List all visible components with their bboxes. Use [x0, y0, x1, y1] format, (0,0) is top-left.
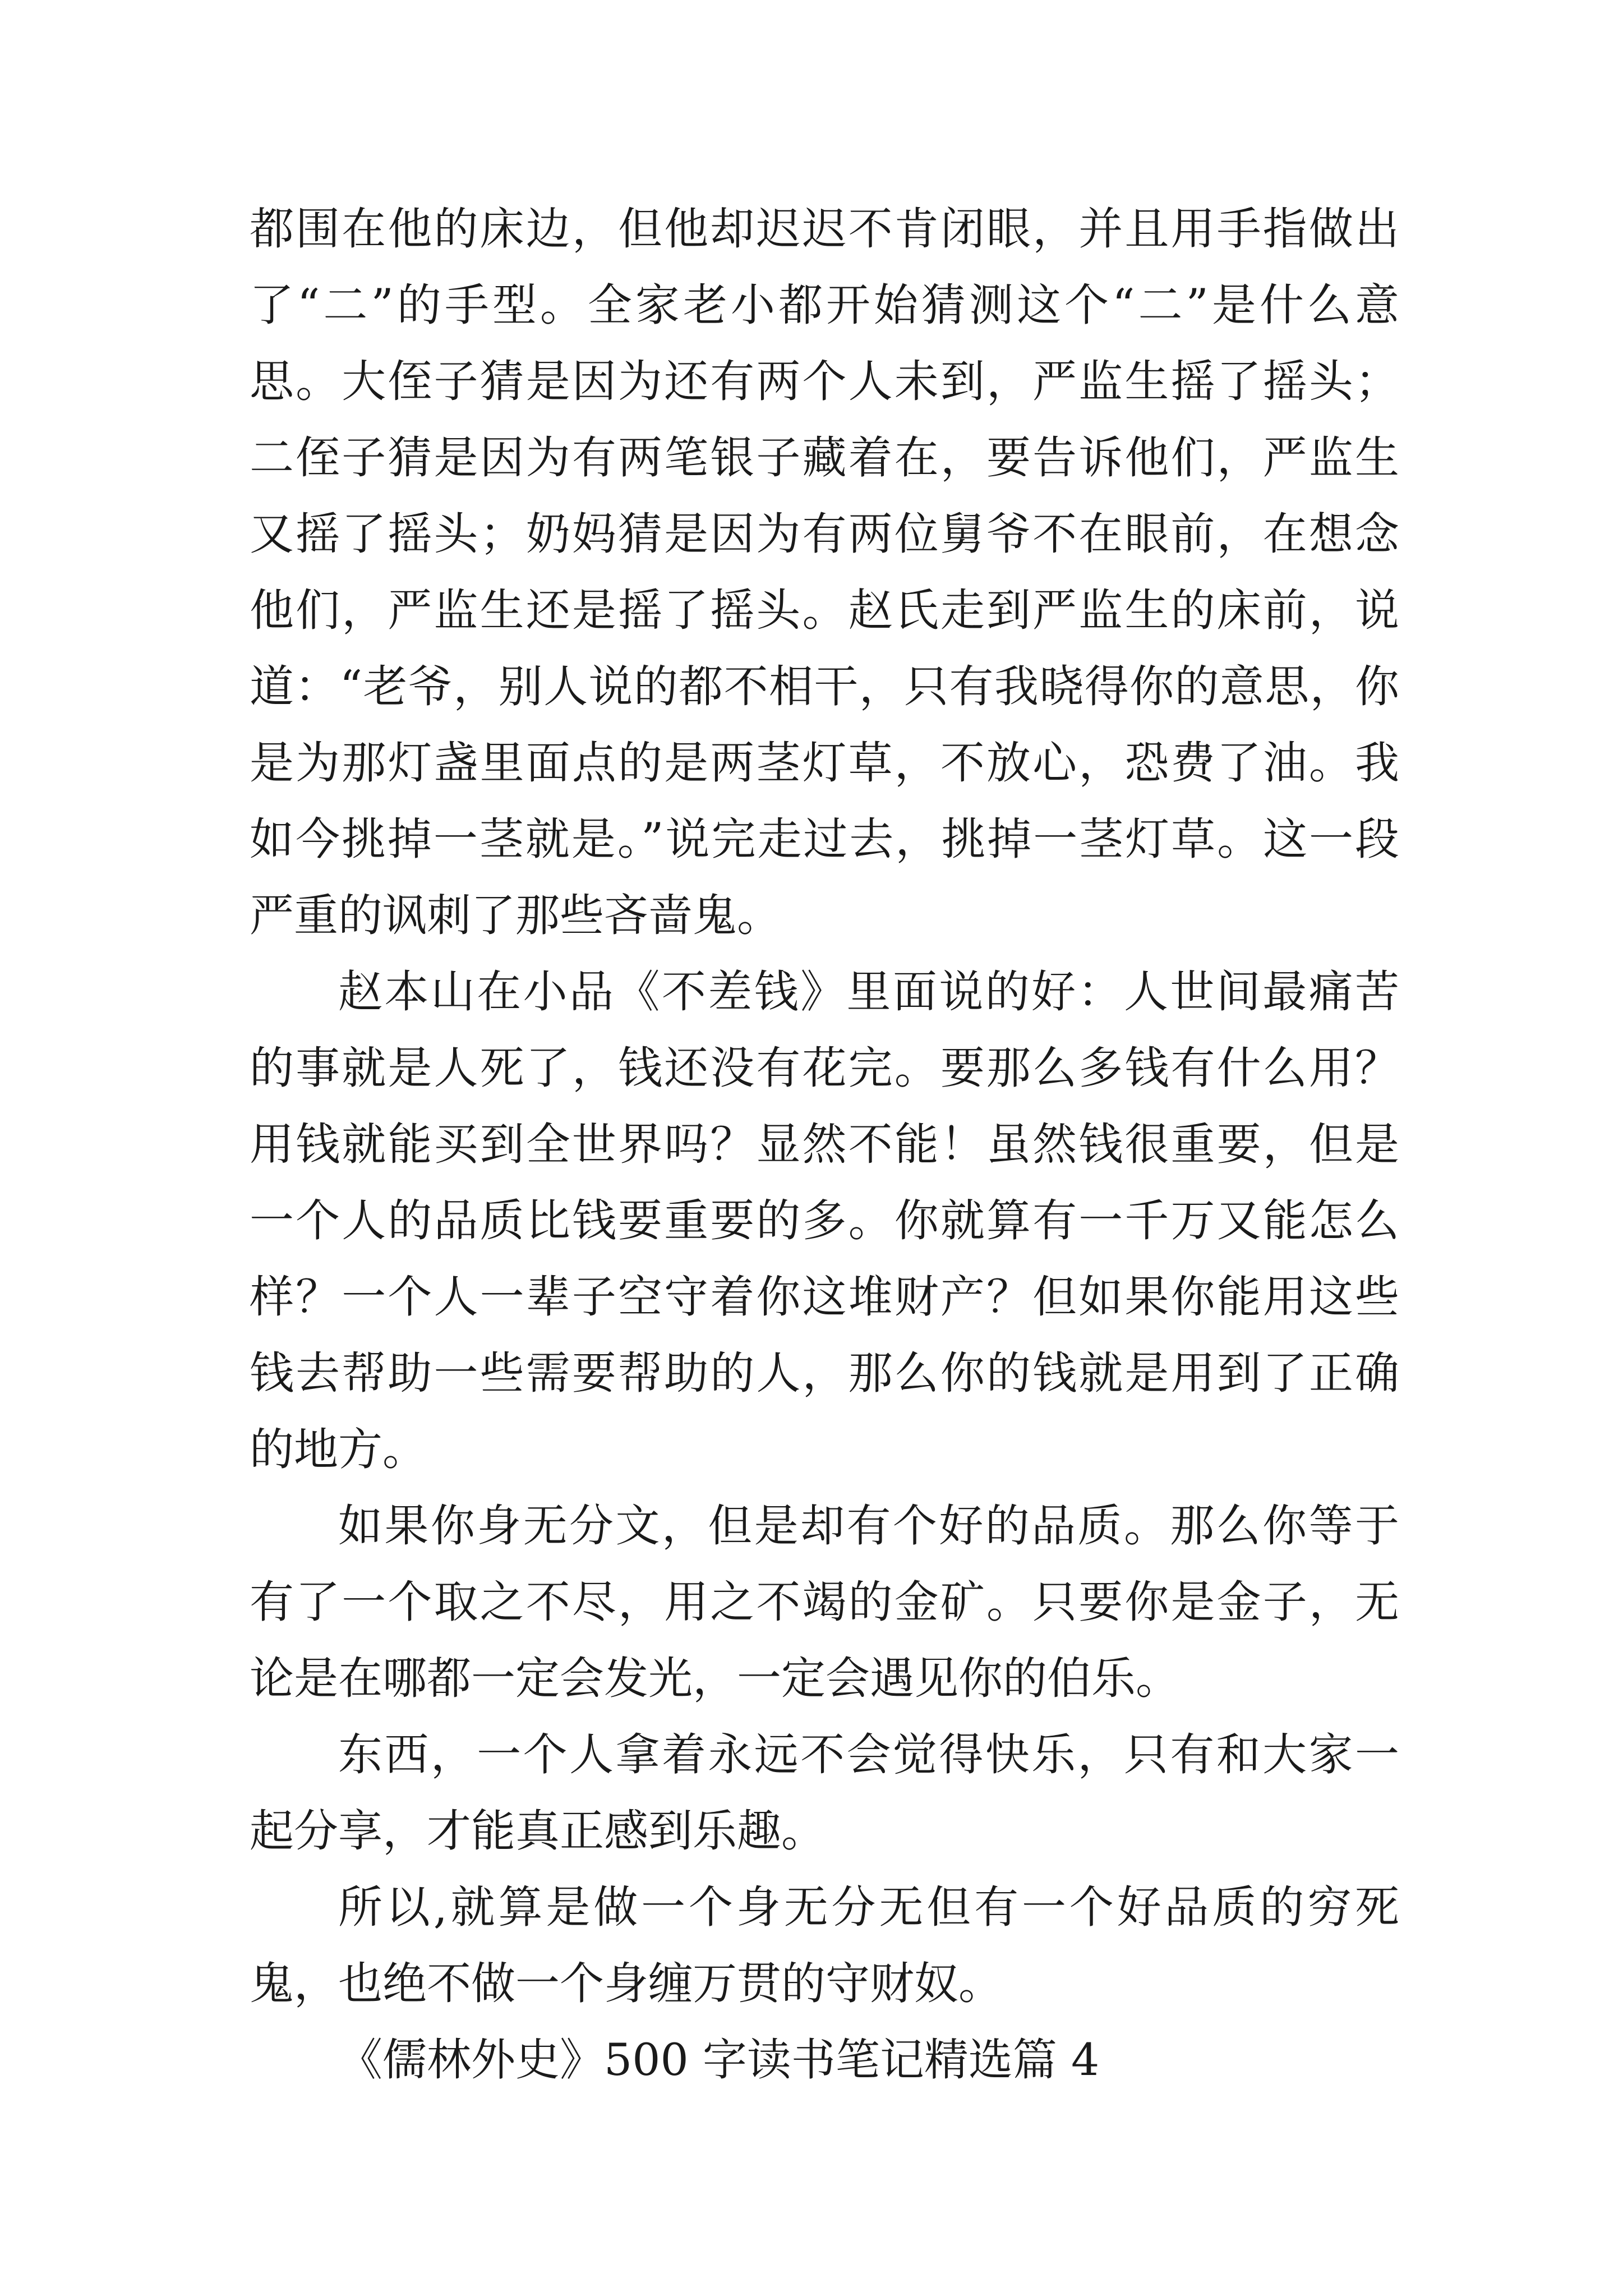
paragraph-zhao-benshan: 赵本山在小品《不差钱》里面说的好：人世间最痛苦的事就是人死了，钱还没有花完。要那么多钱有什么用？用钱就能买到全世界吗？显然不能！虽然钱很重要，但是一个人的品质比钱要重要的多。你就算有一千万又能怎么样？一个人一辈子空守着你这堆财产？但如果你能用这些钱去帮助一些需要帮助的人，那么你的钱就是用到了正确的地方。	[250, 966, 1399, 1475]
paragraph-continuation: 都围在他的床边，但他却迟迟不肯闭眼，并且用手指做出了“二”的手型。全家老小都开始猜测这个“二”是什么意思。大侄子猜是因为还有两个人未到，严监生摇了摇头；二侄子猜是因为有两笔银子藏着在，要告诉他们，严监生又摇了摇头；奶妈猜是因为有两位舅爷不在眼前，在想念他们，严监生还是摇了摇头。赵氏走到严监生的床前，说道：“老爷，别人说的都不相干，只有我晓得你的意思，你是为那灯盏里面点的是两茎灯草，不放心，恐费了油。我如今挑掉一茎就是。”说完走过去，挑掉一茎灯草。这一段严重的讽刺了那些吝啬鬼。	[250, 203, 1399, 941]
document-body	[250, 191, 1399, 2098]
paragraph-conclusion: 所以,就算是做一个身无分无但有一个好品质的穷死鬼，也绝不做一个身缠万贯的守财奴。	[250, 1881, 1399, 2009]
section-heading: 《儒林外史》500 字读书笔记精选篇 4	[338, 2034, 1100, 2086]
paragraph-good-character: 如果你身无分文，但是却有个好的品质。那么你等于有了一个取之不尽，用之不竭的金矿。只要你是金子，无论是在哪都一定会发光，一定会遇见你的伯乐。	[250, 1500, 1399, 1704]
paragraph-sharing: 东西，一个人拿着永远不会觉得快乐，只有和大家一起分享，才能真正感到乐趣。	[250, 1729, 1399, 1857]
